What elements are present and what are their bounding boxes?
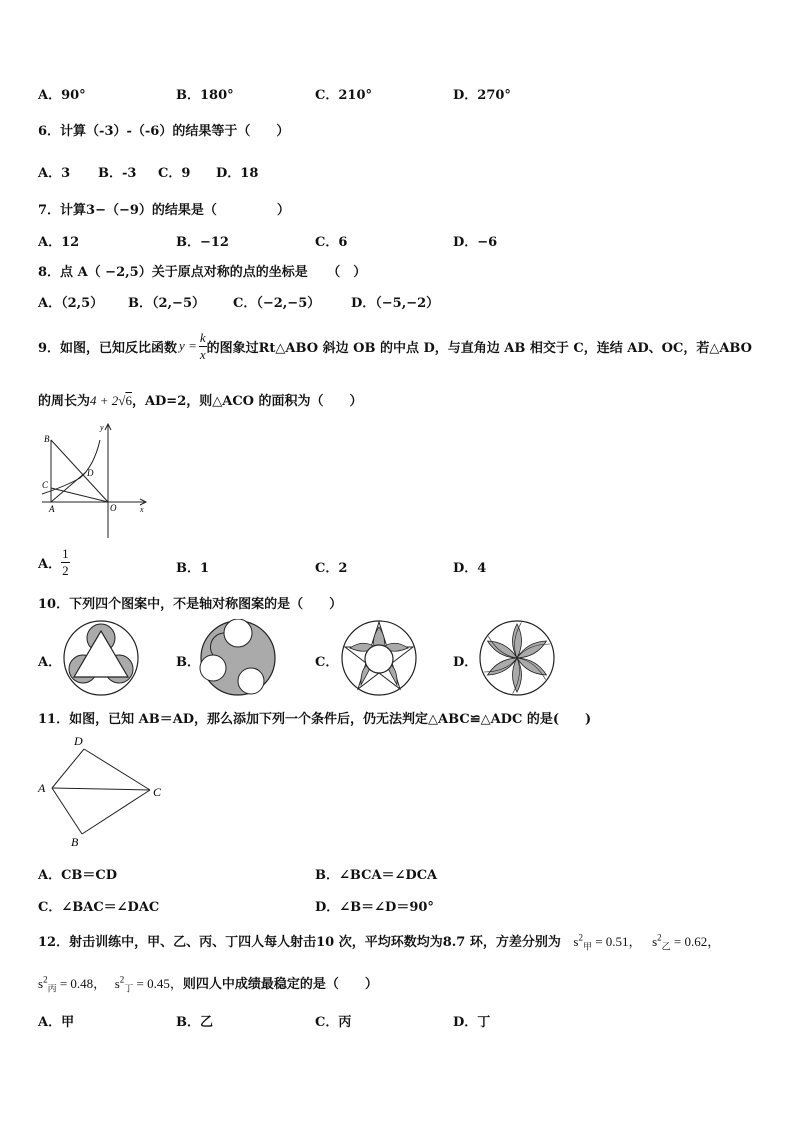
q6-stem: 6．计算（-3）-（-6）的结果等于（ ） xyxy=(38,124,290,139)
q9-line2-suffix: ，AD=2，则△ACO 的面积为（ ） xyxy=(131,394,363,409)
q9-option-a-numerator: 1 xyxy=(62,546,69,561)
q9-func-fraction xyxy=(199,330,207,363)
q10-figure-b xyxy=(199,619,277,697)
q12-stem xyxy=(38,931,720,953)
q11-label-a: A xyxy=(38,781,46,795)
q6-option-b: B．-3 xyxy=(98,166,137,181)
q12-val-ding: = 0.45， xyxy=(136,976,183,991)
q11-option-b: B．∠BCA＝∠DCA xyxy=(315,868,438,883)
q11-option-a: A．CB＝CD xyxy=(38,868,118,883)
q9-perimeter: 4 + 2√6 xyxy=(90,393,132,408)
q8-option-c: C．（−2,−5） xyxy=(233,296,321,311)
q9-option-a-denominator: 2 xyxy=(62,563,69,578)
q11-option-c: C．∠BAC＝∠DAC xyxy=(38,900,160,915)
q9-label-x: x xyxy=(140,505,144,514)
q7-stem-suffix: ） xyxy=(276,203,290,218)
q11-side-dc xyxy=(84,749,150,790)
q12-sub-ding: 丁 xyxy=(124,983,134,994)
q5-option-d: D．270° xyxy=(453,88,511,103)
q12-var-jia xyxy=(573,932,642,952)
q8-option-a: A．（2,5） xyxy=(38,296,104,311)
q12-sup-ding: 2 xyxy=(119,974,125,985)
q5-option-c: C．210° xyxy=(315,88,372,103)
q11-side-ad xyxy=(52,749,84,788)
q10-figure-c xyxy=(340,619,418,697)
q9-label-o: O xyxy=(110,503,117,513)
q9-label-a: A xyxy=(49,504,55,514)
q7-option-b: B．−12 xyxy=(176,235,229,250)
q12-val-yi: = 0.62， xyxy=(673,934,721,949)
q12-var-bing xyxy=(38,974,107,994)
q9-option-a-fraction xyxy=(61,546,70,579)
q9-option-a xyxy=(38,546,70,579)
q9-func-denominator: x xyxy=(199,346,206,362)
q9-option-b: B．1 xyxy=(176,561,210,576)
q9-segment-ad xyxy=(51,472,86,502)
q9-label-y: y xyxy=(100,423,104,432)
q6-option-a: A．3 xyxy=(38,166,71,181)
q6-option-d: D．18 xyxy=(216,166,259,181)
q9-option-c: C．2 xyxy=(315,561,348,576)
q9-stem-suffix: 的图象过Rt△ABO 斜边 OB 的中点 D，与直角边 AB 相交于 C，连结 AD、OC，若△ABO xyxy=(206,340,752,356)
q9-stem-prefix: 9．如图，已知反比函数 xyxy=(38,340,178,356)
q9-option-a-label: A． xyxy=(38,557,62,572)
q12-sub-bing: 丙 xyxy=(47,983,57,994)
q9-line2-prefix: 的周长为 xyxy=(38,394,91,409)
q9-stem-line2 xyxy=(38,390,363,409)
q12-var-yi xyxy=(652,932,721,952)
q9-side-bo xyxy=(51,440,108,502)
q10-stem: 10．下列四个图案中，不是轴对称图案的是（ ） xyxy=(38,597,343,612)
q12-option-c: C．丙 xyxy=(315,1015,352,1030)
q7-option-a: A．12 xyxy=(38,235,80,250)
q11-label-c: C xyxy=(153,785,162,799)
q12-sup-bing: 2 xyxy=(43,974,48,985)
q8-option-d: D．（−5,−2） xyxy=(351,296,440,311)
q11-label-d: D xyxy=(74,734,83,748)
q11-side-ab xyxy=(52,788,82,834)
q11-stem: 11．如图，已知 AB＝AD，那么添加下列一个条件后，仍无法判定△ABC≌△ADC 的是( ) xyxy=(38,712,592,727)
q12-stem-text: 12．射击训练中，甲、乙、丙、丁四人每人射击10 次，平均环数均为8.7 环，方差分别为 xyxy=(38,935,561,950)
q11-label-b: B xyxy=(71,835,79,849)
q10-figure-a xyxy=(62,619,140,697)
q12-stem-line2 xyxy=(38,973,378,995)
q10-label-c: C． xyxy=(315,655,339,670)
q5-option-b: B．180° xyxy=(176,88,234,103)
q10-label-b: B． xyxy=(176,655,200,670)
q11-side-ac xyxy=(52,788,150,790)
q12-s-jia: s xyxy=(573,934,579,949)
q7-option-d: D．−6 xyxy=(453,235,498,250)
q9-label-c: C xyxy=(42,480,49,490)
q12-option-b: B．乙 xyxy=(176,1015,213,1030)
q9-figure xyxy=(36,420,156,540)
q9-option-d: D．4 xyxy=(453,561,487,576)
q12-sub-jia: 甲 xyxy=(582,941,592,952)
q6-option-c: C．9 xyxy=(158,166,191,181)
q11-figure xyxy=(36,730,171,852)
q9-func-y: y = xyxy=(179,338,197,353)
q9-label-b: B xyxy=(44,434,50,444)
q7-stem-prefix: 7．计算3−（−9）的结果是（ xyxy=(38,203,217,218)
q12-option-a: A．甲 xyxy=(38,1015,75,1030)
q9-perimeter-radicand: 6 xyxy=(125,393,132,408)
q7-option-c: C．6 xyxy=(315,235,348,250)
q12-s-yi: s xyxy=(652,934,658,949)
q5-option-a: A．90° xyxy=(38,88,86,103)
q9-perimeter-a: 4 + 2 xyxy=(90,393,119,408)
q12-val-jia: = 0.51， xyxy=(595,934,642,949)
q7-stem xyxy=(38,199,290,218)
q12-s-bing: s xyxy=(38,976,44,991)
q12-var-ding xyxy=(114,974,183,994)
q12-option-d: D．丁 xyxy=(453,1015,491,1030)
q12-sup-yi: 2 xyxy=(657,932,662,943)
q11-side-bc xyxy=(82,790,150,834)
q12-sub-yi: 乙 xyxy=(661,941,671,952)
q10-label-a: A． xyxy=(38,655,62,670)
q12-sup-jia: 2 xyxy=(578,932,583,943)
q10-figure-d xyxy=(478,619,556,697)
q9-func-numerator: k xyxy=(199,329,206,345)
q11-option-d: D．∠B＝∠D＝90° xyxy=(315,900,434,915)
q8-stem: 8．点 A（ −2,5）关于原点对称的点的坐标是 （ ） xyxy=(38,265,367,280)
q12-line2-suffix: 则四人中成绩最稳定的是（ ） xyxy=(182,977,378,992)
q10-label-d: D． xyxy=(453,655,478,670)
q9-label-d: D xyxy=(87,468,94,478)
q8-option-b: B．（2,−5） xyxy=(128,296,205,311)
q9-stem xyxy=(38,326,752,366)
q12-val-bing: = 0.48， xyxy=(59,976,107,991)
q12-s-ding: s xyxy=(114,976,120,991)
